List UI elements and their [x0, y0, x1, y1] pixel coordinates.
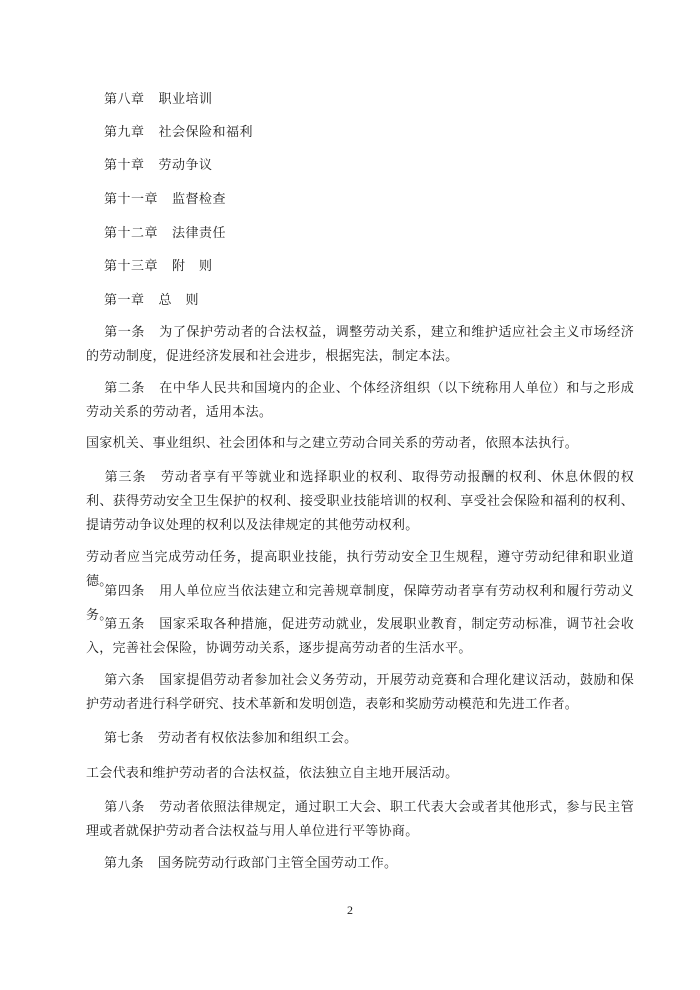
chapter-number: 第十三章: [104, 259, 159, 274]
chapter-number: 第十一章: [104, 192, 159, 207]
chapter-number: 第一章: [104, 293, 145, 308]
article-paragraph: [86, 321, 634, 369]
article-text: 为了保护劳动者的合法权益，调整劳动关系，建立和维护适应社会主义市场经济的劳动制度，促进经济发展和社会进步，根据宪法，制定本法。: [86, 325, 634, 364]
article-paragraph: [86, 377, 634, 425]
article-text: 国家提倡劳动者参加社会义务劳动，开展劳动竞赛和合理化建议活动，鼓励和保护劳动者进行科学研究、技术革新和发明创造，表彰和奖励劳动模范和先进工作者。: [86, 673, 634, 712]
page-number: 2: [347, 903, 353, 917]
chapter-title: 附 则: [172, 259, 213, 274]
article-text: 用人单位应当依法建立和完善规章制度，保障劳动者享有劳动权利和履行劳动义务。: [86, 584, 634, 623]
chapter-heading: [104, 258, 213, 276]
chapter-title: 社会保险和福利: [158, 125, 254, 140]
paragraph-text: 劳动者应当完成劳动任务，提高职业技能，执行劳动安全卫生规程，遵守劳动纪律和职业道德。: [86, 550, 634, 589]
article-number: 第一条: [104, 325, 145, 340]
article-number: 第六条: [104, 673, 145, 688]
paragraph-text: 工会代表和维护劳动者的合法权益，依法独立自主地开展活动。: [86, 766, 459, 781]
chapter-heading: [104, 91, 213, 109]
chapter-title: 劳动争议: [158, 158, 213, 173]
chapter-number: 第十章: [104, 158, 145, 173]
article-number: 第三条: [104, 470, 147, 485]
article-paragraph: [86, 796, 634, 844]
article-text: 劳动者有权依法参加和组织工会。: [157, 731, 358, 746]
article-text: 国务院劳动行政部门主管全国劳动工作。: [157, 856, 398, 871]
article-number: 第八条: [104, 800, 145, 815]
article-paragraph: [86, 727, 634, 751]
chapter-title: 法律责任: [172, 226, 227, 241]
chapter-heading: [104, 124, 253, 142]
article-number: 第二条: [104, 381, 145, 396]
article-text: 在中华人民共和国境内的企业、个体经济组织（以下统称用人单位）和与之形成劳动关系的劳动者，适用本法。: [86, 381, 634, 420]
article-number: 第七条: [104, 731, 144, 746]
article-paragraph: [86, 852, 634, 876]
article-number: 第九条: [104, 856, 144, 871]
chapter-title: 监督检查: [172, 192, 227, 207]
article-paragraph: [86, 466, 634, 538]
article-number: 第四条: [104, 584, 145, 599]
chapter-heading: [104, 157, 213, 175]
article-paragraph: [86, 669, 634, 717]
article-number: 第五条: [104, 617, 145, 632]
article-paragraph: [86, 613, 634, 661]
chapter-title: 总 则: [158, 293, 200, 308]
chapter-number: 第九章: [104, 125, 145, 140]
chapter-number: 第八章: [104, 92, 145, 107]
article-text: 劳动者依照法律规定，通过职工大会、职工代表大会或者其他形式，参与民主管理或者就保护劳动者合法权益与用人单位进行平等协商。: [86, 800, 634, 839]
paragraph-text: 国家机关、事业组织、社会团体和与之建立劳动合同关系的劳动者，依照本法执行。: [86, 436, 579, 451]
paragraph: [86, 762, 634, 786]
chapter-heading: [104, 191, 226, 209]
article-text: 劳动者享有平等就业和选择职业的权利、取得劳动报酬的权利、休息休假的权利、获得劳动安全卫生保护的权利、接受职业技能培训的权利、享受社会保险和福利的权利、提请劳动争议处理的权利以及法律规定的其他劳动权利。: [86, 470, 634, 533]
chapter-heading: [104, 225, 226, 243]
chapter-heading: [104, 292, 199, 310]
article-text: 国家采取各种措施，促进劳动就业，发展职业教育，制定劳动标准，调节社会收入，完善社会保险，协调劳动关系，逐步提高劳动者的生活水平。: [86, 617, 634, 656]
paragraph: [86, 432, 634, 456]
chapter-number: 第十二章: [104, 226, 159, 241]
chapter-title: 职业培训: [158, 92, 213, 107]
